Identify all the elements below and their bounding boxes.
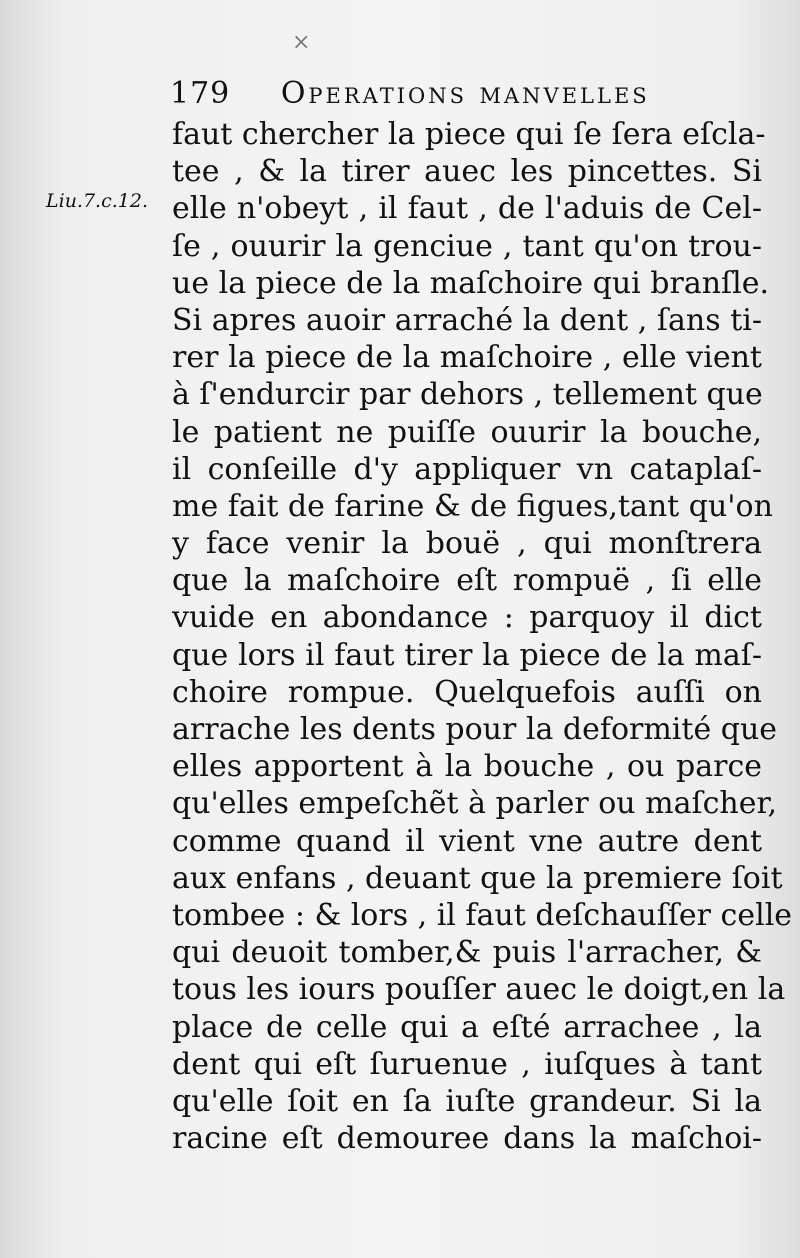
corner-mark: ×	[292, 30, 311, 55]
text-line: dent qui eſt ſuruenue , iuſques à tant	[172, 1046, 762, 1082]
text-line: comme quand il vient vne autre dent	[172, 823, 762, 859]
text-line: il conſeille d'y appliquer vn cataplaſ-	[172, 451, 762, 487]
text-line: qui deuoit tomber,& puis l'arracher, &	[172, 935, 762, 971]
text-line: ſe , ouurir la genciue , tant qu'on trou-	[172, 228, 762, 264]
text-line: que lors il faut tirer la piece de la maſ-	[172, 637, 762, 673]
text-line: place de celle qui a eſté arrachee , la	[172, 1009, 762, 1045]
text-line: qu'elle ſoit en ſa iuſte grandeur. Si la	[172, 1083, 762, 1119]
text-line: le patient ne puiſſe ouurir la bouche,	[172, 414, 762, 450]
text-line: y face venir la bouë , qui monſtrera	[172, 526, 762, 562]
text-line: rer la piece de la maſchoire , elle vient	[172, 340, 762, 376]
page-number: 179	[170, 76, 231, 111]
running-header	[170, 76, 650, 111]
text-line: aux enfans , deuant que la premiere ſoit	[172, 860, 783, 896]
margin-reference-note: Liu.7.c.12.	[46, 190, 148, 212]
text-line: tombee : & lors , il faut deſchauſſer celle	[172, 897, 793, 933]
text-line: elle n'obeyt , il faut , de l'aduis de Cel-	[172, 191, 762, 227]
text-line: qu'elles empeſchẽt à parler ou maſcher,	[172, 786, 778, 822]
text-line: ue la piece de la maſchoire qui branſle.	[172, 265, 770, 301]
text-line: à ſ'endurcir par dehors , tellement que	[172, 377, 763, 413]
text-line: arrache les dents pour la deformité que	[172, 712, 778, 747]
text-line: Si apres auoir arraché la dent , ſans ti-	[172, 302, 762, 338]
text-line: racine eſt demouree dans la maſchoi-	[172, 1121, 762, 1157]
text-line: que la maſchoire eſt rompuë , ſi elle	[172, 563, 762, 599]
text-line: elles apportent à la bouche , ou parce	[172, 749, 762, 785]
text-line: vuide en abondance : parquoy il dict	[172, 600, 762, 636]
text-line: tee , & la tirer auec les pincettes. Si	[172, 154, 762, 190]
text-line: me fait de farine & de figues,tant qu'on	[172, 488, 773, 524]
body-text	[172, 116, 793, 1157]
text-line: faut chercher la piece qui ſe ſera eſcla-	[172, 117, 766, 152]
text-line: choire rompue. Quelquefois auſſi on	[172, 674, 762, 710]
running-title: Operations manvelles	[280, 76, 650, 111]
text-line: tous les iours pouſſer auec le doigt,en la	[172, 972, 786, 1008]
